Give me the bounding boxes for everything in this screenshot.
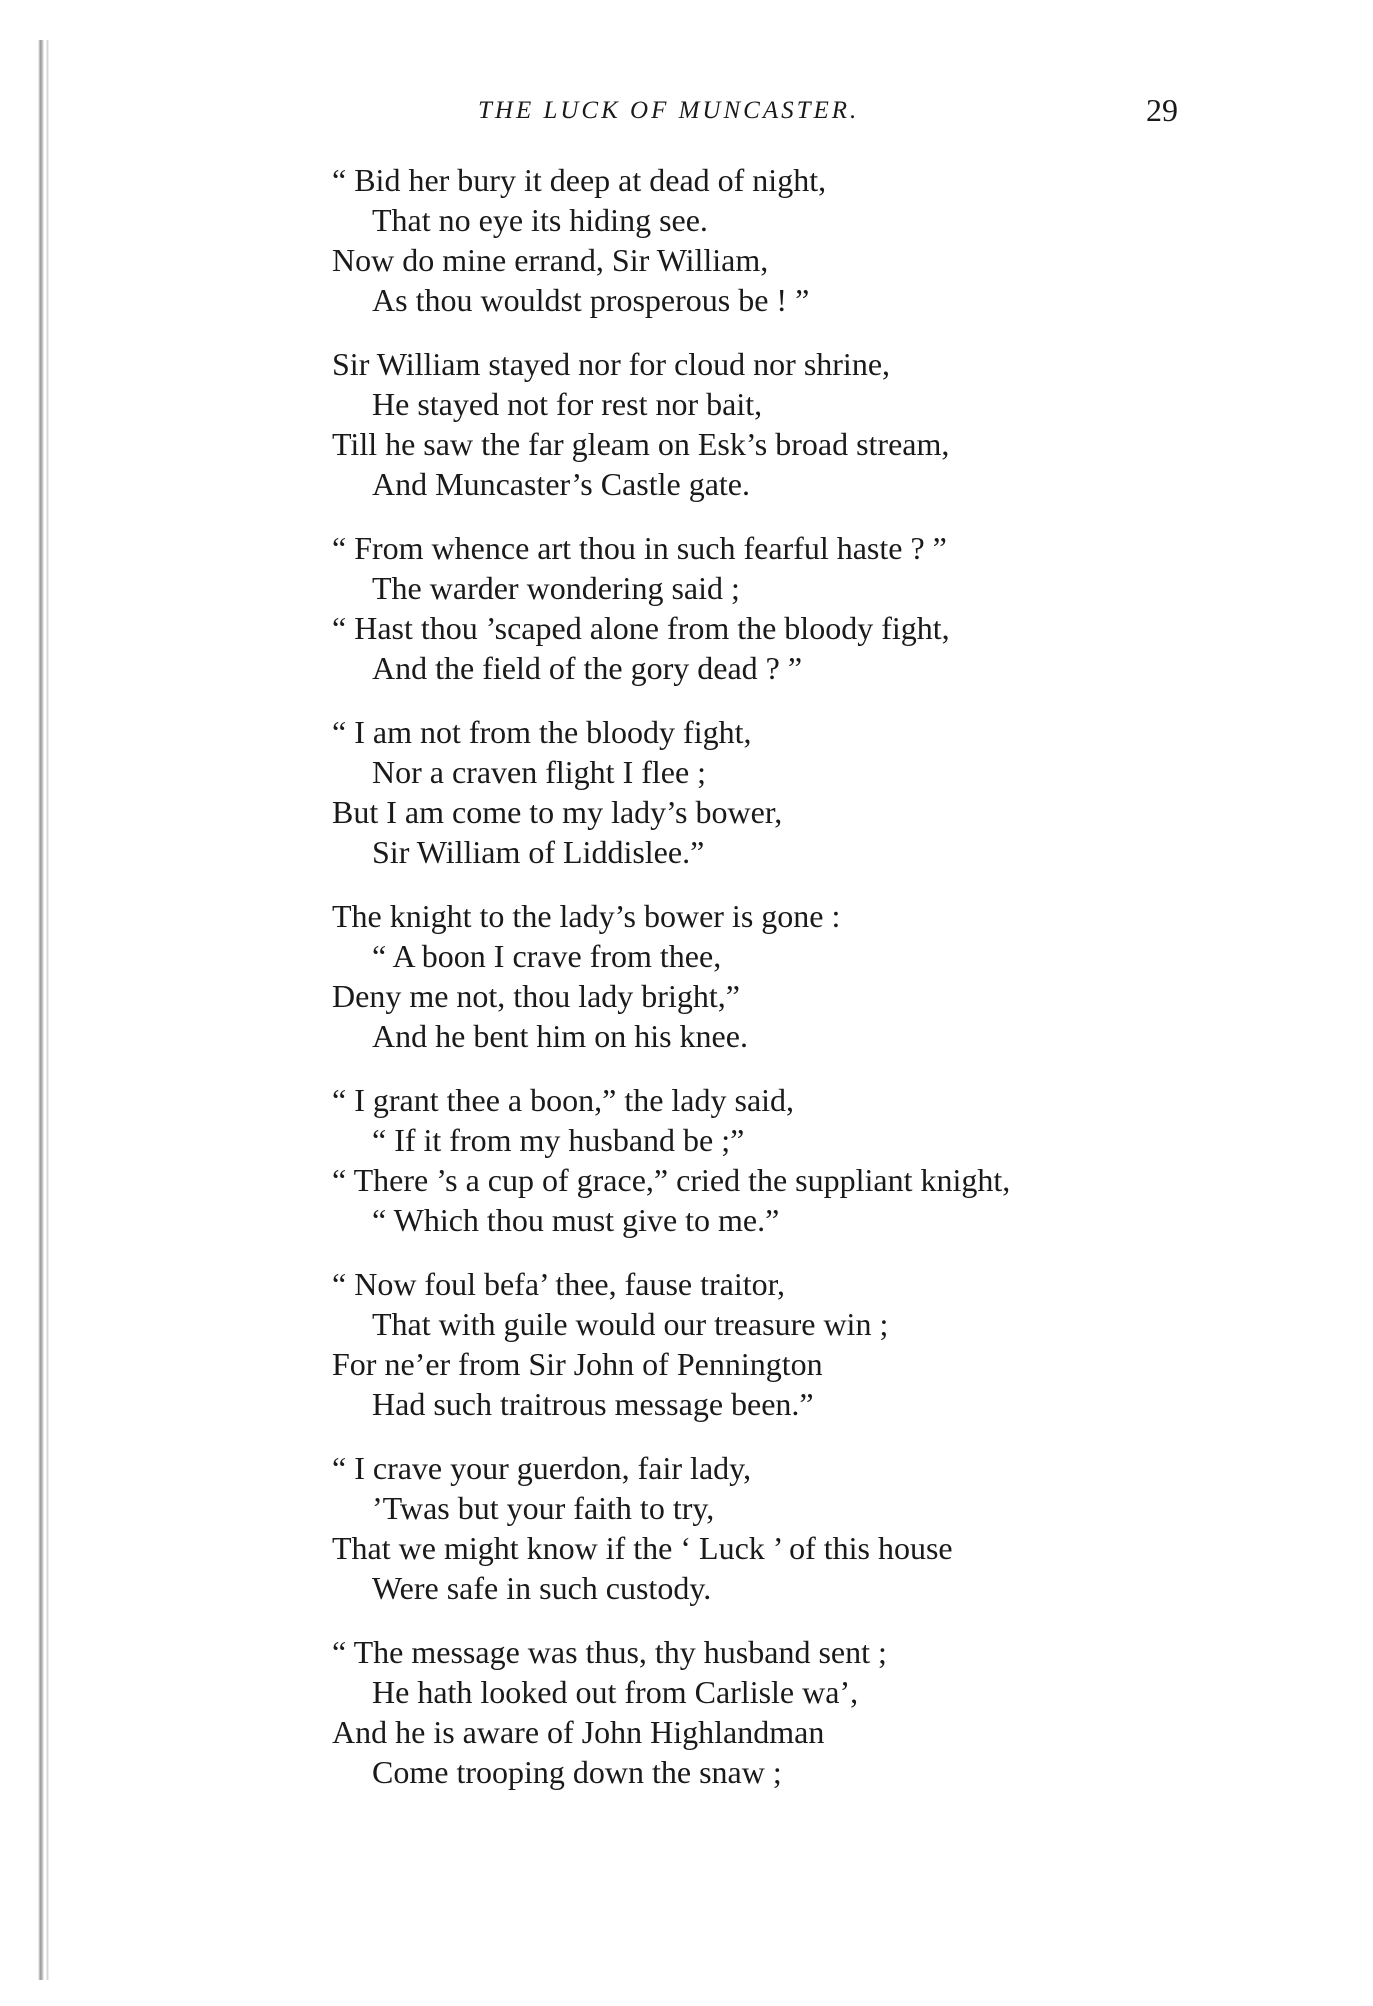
- poem-line: “ Hast thou ’scaped alone from the bloody fight,: [332, 610, 950, 646]
- stanza-6: [332, 1080, 1342, 1240]
- stanza-1: [332, 160, 1342, 320]
- poem-line: “ There ’s a cup of grace,” cried the suppliant knight,: [332, 1162, 1011, 1198]
- poem-line: He stayed not for rest nor bait,: [372, 386, 763, 422]
- poem-line: “ If it from my husband be ;”: [372, 1122, 745, 1158]
- poem-line: Sir William of Liddislee.”: [372, 834, 705, 870]
- poem-line: The knight to the lady’s bower is gone :: [332, 898, 841, 934]
- poem-line: “ I grant thee a boon,” the lady said,: [332, 1082, 795, 1118]
- stanza-8: [332, 1448, 1342, 1608]
- poem-line: “ Now foul befa’ thee, fause traitor,: [332, 1266, 786, 1302]
- poem-line: As thou wouldst prosperous be ! ”: [372, 282, 810, 318]
- poem-line: Were safe in such custody.: [372, 1570, 712, 1606]
- poem-line: He hath looked out from Carlisle wa’,: [372, 1674, 859, 1710]
- stanza-5: [332, 896, 1342, 1056]
- poem-line: Had such traitrous message been.”: [372, 1386, 814, 1422]
- poem-line: Till he saw the far gleam on Esk’s broad stream,: [332, 426, 950, 462]
- running-title: THE LUCK OF MUNCASTER.: [478, 97, 860, 124]
- stanza-7: [332, 1264, 1342, 1424]
- poem-line: “ Which thou must give to me.”: [372, 1202, 780, 1238]
- running-head: [0, 92, 1373, 136]
- stanza-3: [332, 528, 1342, 688]
- stanza-9: [332, 1632, 1342, 1792]
- poem-line: That with guile would our treasure win ;: [372, 1306, 889, 1342]
- poem-line: And he is aware of John Highlandman: [332, 1714, 825, 1750]
- poem-line: That no eye its hiding see.: [372, 202, 708, 238]
- binding-edge-shadow: [38, 40, 44, 1980]
- poem-line: Come trooping down the snaw ;: [372, 1754, 782, 1790]
- poem-line: Now do mine errand, Sir William,: [332, 242, 769, 278]
- poem-line: That we might know if the ‘ Luck ’ of this house: [332, 1530, 953, 1566]
- poem-line: ’Twas but your faith to try,: [372, 1490, 715, 1526]
- poem-line: “ From whence art thou in such fearful haste ? ”: [332, 530, 947, 566]
- poem-line: “ The message was thus, thy husband sent ;: [332, 1634, 887, 1670]
- poem-line: But I am come to my lady’s bower,: [332, 794, 783, 830]
- poem-line: “ A boon I crave from thee,: [372, 938, 722, 974]
- page-number: 29: [1146, 92, 1178, 128]
- poem-line: “ Bid her bury it deep at dead of night,: [332, 162, 827, 198]
- poem-line: Nor a craven flight I flee ;: [372, 754, 707, 790]
- stanza-2: [332, 344, 1342, 504]
- poem-line: Sir William stayed nor for cloud nor shrine,: [332, 346, 891, 382]
- poem-line: And the field of the gory dead ? ”: [372, 650, 803, 686]
- poem-line: Deny me not, thou lady bright,”: [332, 978, 740, 1014]
- poem-line: And Muncaster’s Castle gate.: [372, 466, 750, 502]
- poem-line: The warder wondering said ;: [372, 570, 740, 606]
- poem-line: “ I am not from the bloody fight,: [332, 714, 752, 750]
- stanza-4: [332, 712, 1342, 872]
- poem-body: [332, 160, 1342, 1816]
- poem-line: And he bent him on his knee.: [372, 1018, 748, 1054]
- binding-edge-shadow-secondary: [46, 40, 49, 1980]
- poem-line: For ne’er from Sir John of Pennington: [332, 1346, 823, 1382]
- poem-line: “ I crave your guerdon, fair lady,: [332, 1450, 752, 1486]
